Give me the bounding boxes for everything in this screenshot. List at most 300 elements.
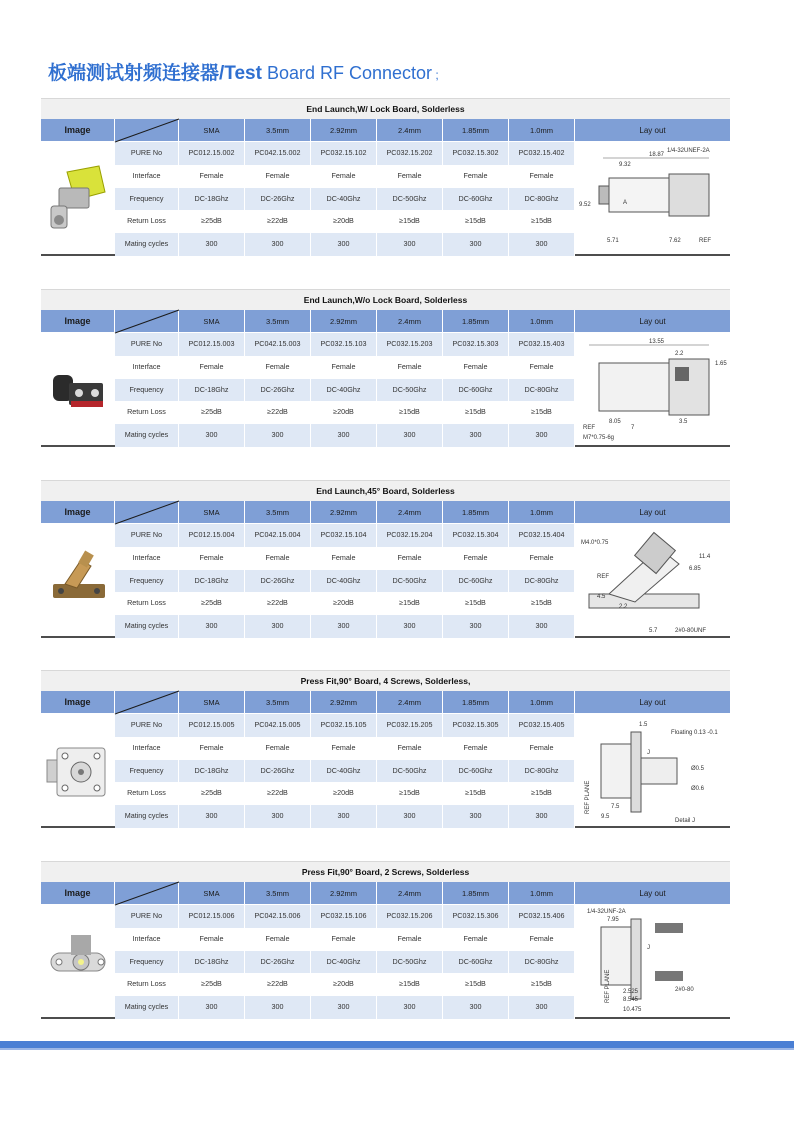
diagonal-line-icon [115,882,179,905]
table-cell: Female [179,928,245,951]
table-cell: PC042.15.002 [245,142,311,165]
product-image-cell [41,333,115,445]
row-label: Mating cycles [115,424,179,447]
row-label: PURE No [115,142,179,165]
section-title: Press Fit,90° Board, 4 Screws, Solderless, [41,670,730,691]
detail-label: J [647,750,650,756]
dim-label: 11.4 [699,554,711,560]
table-cell: DC-40Ghz [311,188,377,211]
ref-plane-label: REF PLANE [585,780,591,814]
row-label: Mating cycles [115,615,179,638]
product-image-cell [41,905,115,1017]
table-cell: DC-40Ghz [311,760,377,783]
table-cell: 300 [509,996,575,1019]
layout-drawing [579,528,719,634]
column-header: 1.0mm [509,119,575,142]
table-cell: ≥25dB [179,401,245,424]
table-cell: ≥25dB [179,973,245,996]
connector-photo [47,162,109,234]
table-cell: ≥22dB [245,592,311,615]
table-row [115,714,575,737]
dim-label: 10.475 [623,1007,642,1013]
table-cell: ≥15dB [377,782,443,805]
table-cell: PC032.15.304 [443,524,509,547]
section-title: End Launch,W/ Lock Board, Solderless [41,98,730,119]
dim-label: 6.85 [689,566,701,572]
layout-header: Lay out [639,698,666,707]
table-row [115,233,575,256]
table-cell: DC-50Ghz [377,760,443,783]
table-cell: Female [443,737,509,760]
layout-cell [575,142,730,254]
table-body [41,142,730,256]
table-cell: Female [311,547,377,570]
page-title [48,58,439,85]
column-header: SMA [179,501,245,524]
table-cell: PC032.15.405 [509,714,575,737]
column-header: 2.4mm [377,501,443,524]
table-cell: ≥15dB [509,210,575,233]
table-cell: 300 [509,805,575,828]
table-cell: ≥15dB [509,592,575,615]
row-label: Frequency [115,570,179,593]
connector-photo [47,544,109,616]
dim-label: 1.5 [639,722,648,728]
title-en: Board RF Connector [261,63,433,83]
table-cell: ≥15dB [443,973,509,996]
table-row [115,524,575,547]
table-cell: DC-40Ghz [311,379,377,402]
table-cell: DC-18Ghz [179,760,245,783]
dim-label: 9.52 [579,202,591,208]
table-row [115,951,575,974]
table-cell: Female [377,356,443,379]
column-header: 1.85mm [443,119,509,142]
spec-table [41,289,730,449]
table-cell: DC-40Ghz [311,951,377,974]
table-cell: DC-80Ghz [509,188,575,211]
table-cell: Female [311,356,377,379]
detail-label: J [647,945,650,951]
table-cell: PC012.15.002 [179,142,245,165]
table-cell: DC-26Ghz [245,379,311,402]
table-cell: PC012.15.005 [179,714,245,737]
note-label: Detail J [675,818,696,824]
column-header: 2.92mm [311,501,377,524]
column-header: 3.5mm [245,501,311,524]
table-cell: PC032.15.102 [311,142,377,165]
table-row [115,805,575,828]
table-cell: Female [245,737,311,760]
thread-label: 1/4-32UNF-2A [587,909,626,915]
table-cell: PC012.15.006 [179,905,245,928]
dim-label: 7.5 [611,804,620,810]
table-cell: DC-60Ghz [443,951,509,974]
table-cell: DC-80Ghz [509,951,575,974]
table-row [115,760,575,783]
table-cell: 300 [179,233,245,256]
table-cell: PC032.15.103 [311,333,377,356]
table-cell: Female [245,165,311,188]
column-header: 1.0mm [509,691,575,714]
image-header: Image [41,310,115,333]
table-cell: Female [443,165,509,188]
table-cell: 300 [443,805,509,828]
table-cell: DC-26Ghz [245,760,311,783]
table-row [115,379,575,402]
table-cell: 300 [245,615,311,638]
product-image-cell [41,714,115,826]
table-row [115,570,575,593]
layout-header: Lay out [639,317,666,326]
table-cell: PC032.15.203 [377,333,443,356]
table-cell: 300 [443,996,509,1019]
layout-header: Lay out [639,508,666,517]
dim-label: 18.87 [649,152,665,158]
table-cell: Female [377,547,443,570]
dim-label: REF [597,574,609,580]
table-cell: Female [509,356,575,379]
table-cell: PC032.15.303 [443,333,509,356]
row-label: Return Loss [115,592,179,615]
spec-table [41,98,730,258]
table-cell: 300 [311,233,377,256]
table-cell: ≥15dB [509,401,575,424]
column-header: 1.85mm [443,310,509,333]
table-cell: ≥15dB [509,973,575,996]
table-cell: ≥15dB [377,592,443,615]
layout-cell [575,905,730,1017]
table-row [115,973,575,996]
dim-label: A [623,200,628,206]
column-header: 1.85mm [443,501,509,524]
table-cell: Female [245,356,311,379]
row-label: Interface [115,356,179,379]
row-label: Return Loss [115,210,179,233]
table-cell: PC032.15.403 [509,333,575,356]
thread-label: M7*0.75-6g [583,435,615,441]
column-header: 3.5mm [245,691,311,714]
table-cell: 300 [377,805,443,828]
column-header: 1.85mm [443,691,509,714]
table-cell: Female [245,547,311,570]
table-cell: Female [179,356,245,379]
table-cell: Female [509,737,575,760]
table-cell: ≥22dB [245,973,311,996]
table-cell: PC032.15.406 [509,905,575,928]
image-header: Image [41,882,115,905]
column-header: 2.92mm [311,310,377,333]
table-header [41,501,730,524]
table-cell: ≥15dB [509,782,575,805]
table-cell: Female [311,737,377,760]
table-cell: DC-60Ghz [443,570,509,593]
table-cell: PC032.15.305 [443,714,509,737]
footer-bar [0,1041,794,1048]
table-cell: DC-40Ghz [311,570,377,593]
table-cell: PC042.15.005 [245,714,311,737]
column-header: 2.4mm [377,310,443,333]
spec-rows [115,905,575,1017]
thread-label: 2#0-80UNF [675,628,707,634]
table-cell: 300 [311,424,377,447]
table-row [115,996,575,1019]
table-row [115,142,575,165]
table-cell: PC042.15.006 [245,905,311,928]
table-cell: PC032.15.302 [443,142,509,165]
table-row [115,615,575,638]
table-cell: PC032.15.104 [311,524,377,547]
table-cell: Female [509,165,575,188]
table-cell: 300 [179,805,245,828]
image-header: Image [41,119,115,142]
dim-label: 7.95 [607,917,619,923]
table-cell: ≥25dB [179,592,245,615]
row-label: Frequency [115,951,179,974]
table-cell: Female [245,928,311,951]
table-cell: 300 [443,233,509,256]
dim-label: 9.5 [601,814,610,820]
product-image-cell [41,142,115,254]
layout-header: Lay out [639,126,666,135]
column-header: 3.5mm [245,310,311,333]
column-header: 2.4mm [377,691,443,714]
column-header: 1.0mm [509,501,575,524]
dim-label: REF [699,238,711,244]
table-row [115,333,575,356]
table-cell: DC-50Ghz [377,379,443,402]
layout-drawing [579,337,727,443]
column-header: SMA [179,310,245,333]
connector-photo [47,734,109,806]
dim-label: 5.71 [607,238,619,244]
dim-label: Ø0.5 [691,766,705,772]
spec-table [41,670,730,830]
table-cell: ≥20dB [311,592,377,615]
diagonal-line-icon [115,310,179,333]
product-image-cell [41,524,115,636]
dim-label: 8.545 [623,997,639,1003]
table-cell: 300 [509,424,575,447]
thread-label: 2#0-80 [675,987,694,993]
table-header [41,119,730,142]
diagonal-header [115,882,179,905]
table-row [115,547,575,570]
table-cell: 300 [245,424,311,447]
column-header: 1.85mm [443,882,509,905]
table-body [41,905,730,1019]
image-header: Image [41,691,115,714]
table-cell: ≥20dB [311,973,377,996]
row-label: Return Loss [115,782,179,805]
table-cell: 300 [377,233,443,256]
table-cell: PC032.15.204 [377,524,443,547]
column-header: SMA [179,691,245,714]
row-label: Interface [115,737,179,760]
diagonal-header [115,310,179,333]
table-cell: ≥20dB [311,210,377,233]
table-row [115,210,575,233]
row-label: Mating cycles [115,996,179,1019]
dim-label: 2.525 [623,989,639,995]
table-cell: PC032.15.404 [509,524,575,547]
table-cell: Female [311,928,377,951]
table-row [115,401,575,424]
column-header: 2.92mm [311,691,377,714]
table-header [41,691,730,714]
table-cell: PC032.15.106 [311,905,377,928]
connector-photo [47,925,109,997]
row-label: PURE No [115,905,179,928]
row-label: Frequency [115,188,179,211]
table-row [115,356,575,379]
table-cell: DC-50Ghz [377,570,443,593]
table-cell: 300 [509,615,575,638]
diagonal-line-icon [115,691,179,714]
table-cell: DC-80Ghz [509,760,575,783]
row-label: Frequency [115,760,179,783]
table-cell: 300 [245,805,311,828]
table-body [41,333,730,447]
dim-label: 2.2 [675,351,684,357]
column-header: 1.0mm [509,310,575,333]
table-row [115,165,575,188]
ref-plane-label: REF PLANE [605,969,611,1003]
section-title: End Launch,W/o Lock Board, Solderless [41,289,730,310]
dim-label: 13.55 [649,339,665,345]
spec-rows [115,333,575,445]
table-body [41,524,730,638]
column-header: 2.92mm [311,119,377,142]
dim-label: 2.2 [619,604,628,610]
table-cell: PC012.15.003 [179,333,245,356]
spec-rows [115,524,575,636]
diagonal-header [115,501,179,524]
table-cell: DC-50Ghz [377,951,443,974]
column-header: 1.0mm [509,882,575,905]
table-cell: ≥22dB [245,210,311,233]
table-cell: ≥15dB [377,210,443,233]
table-cell: DC-18Ghz [179,188,245,211]
table-cell: Female [509,547,575,570]
table-cell: DC-60Ghz [443,760,509,783]
table-cell: ≥25dB [179,782,245,805]
row-label: Mating cycles [115,805,179,828]
table-cell: DC-80Ghz [509,379,575,402]
table-body [41,714,730,828]
dim-label: 9.32 [619,162,631,168]
dim-label: 7 [631,425,635,431]
dim-label: 1.65 [715,361,727,367]
layout-drawing [579,146,719,252]
column-header: SMA [179,119,245,142]
dim-label: 3.5 [679,419,688,425]
layout-cell [575,714,730,826]
table-cell: 300 [377,615,443,638]
dim-label: 8.05 [609,419,621,425]
column-header: 3.5mm [245,119,311,142]
table-cell: DC-26Ghz [245,188,311,211]
table-cell: 300 [179,996,245,1019]
footer-line [0,1048,794,1050]
table-cell: PC042.15.003 [245,333,311,356]
row-label: PURE No [115,524,179,547]
table-cell: PC012.15.004 [179,524,245,547]
table-cell: ≥15dB [377,973,443,996]
table-cell: 300 [443,615,509,638]
table-cell: ≥15dB [443,592,509,615]
table-cell: ≥22dB [245,782,311,805]
spec-table [41,480,730,640]
table-cell: Female [377,165,443,188]
table-cell: Female [377,737,443,760]
table-cell: 300 [179,424,245,447]
spec-rows [115,142,575,254]
table-cell: Female [443,356,509,379]
column-header: 2.92mm [311,882,377,905]
table-row [115,424,575,447]
title-cn: 板端测试射频连接器 [48,62,220,84]
column-header: 3.5mm [245,882,311,905]
table-cell: ≥15dB [443,210,509,233]
table-cell: ≥15dB [377,401,443,424]
table-cell: 300 [245,996,311,1019]
table-cell: DC-26Ghz [245,951,311,974]
dim-label: 7.62 [669,238,681,244]
thread-label: 1/4-32UNEF-2A [667,148,710,154]
table-cell: DC-60Ghz [443,188,509,211]
table-row [115,188,575,211]
column-header: 2.4mm [377,119,443,142]
table-cell: DC-18Ghz [179,951,245,974]
row-label: Frequency [115,379,179,402]
table-cell: 300 [311,996,377,1019]
table-cell: 300 [377,996,443,1019]
table-cell: DC-60Ghz [443,379,509,402]
diagonal-line-icon [115,501,179,524]
section-title: Press Fit,90° Board, 2 Screws, Solderless [41,861,730,882]
spec-rows [115,714,575,826]
table-cell: ≥22dB [245,401,311,424]
table-cell: 300 [377,424,443,447]
table-cell: PC032.15.105 [311,714,377,737]
table-cell: Female [179,737,245,760]
row-label: PURE No [115,333,179,356]
table-row [115,782,575,805]
table-cell: PC032.15.402 [509,142,575,165]
table-cell: 300 [245,233,311,256]
connector-photo [47,353,109,425]
layout-drawing [579,718,719,824]
table-cell: Female [377,928,443,951]
diagonal-line-icon [115,119,179,142]
table-cell: 300 [311,615,377,638]
layout-cell [575,524,730,636]
thread-label: M4.0*0.75 [581,540,609,546]
table-cell: Female [179,165,245,188]
table-cell: Female [443,547,509,570]
table-header [41,882,730,905]
table-cell: ≥25dB [179,210,245,233]
table-cell: PC042.15.004 [245,524,311,547]
layout-header: Lay out [639,889,666,898]
table-cell: 300 [509,233,575,256]
table-cell: PC032.15.206 [377,905,443,928]
column-header: 2.4mm [377,882,443,905]
table-cell: Female [311,165,377,188]
table-cell: Female [509,928,575,951]
dim-label: 4.5 [597,594,606,600]
